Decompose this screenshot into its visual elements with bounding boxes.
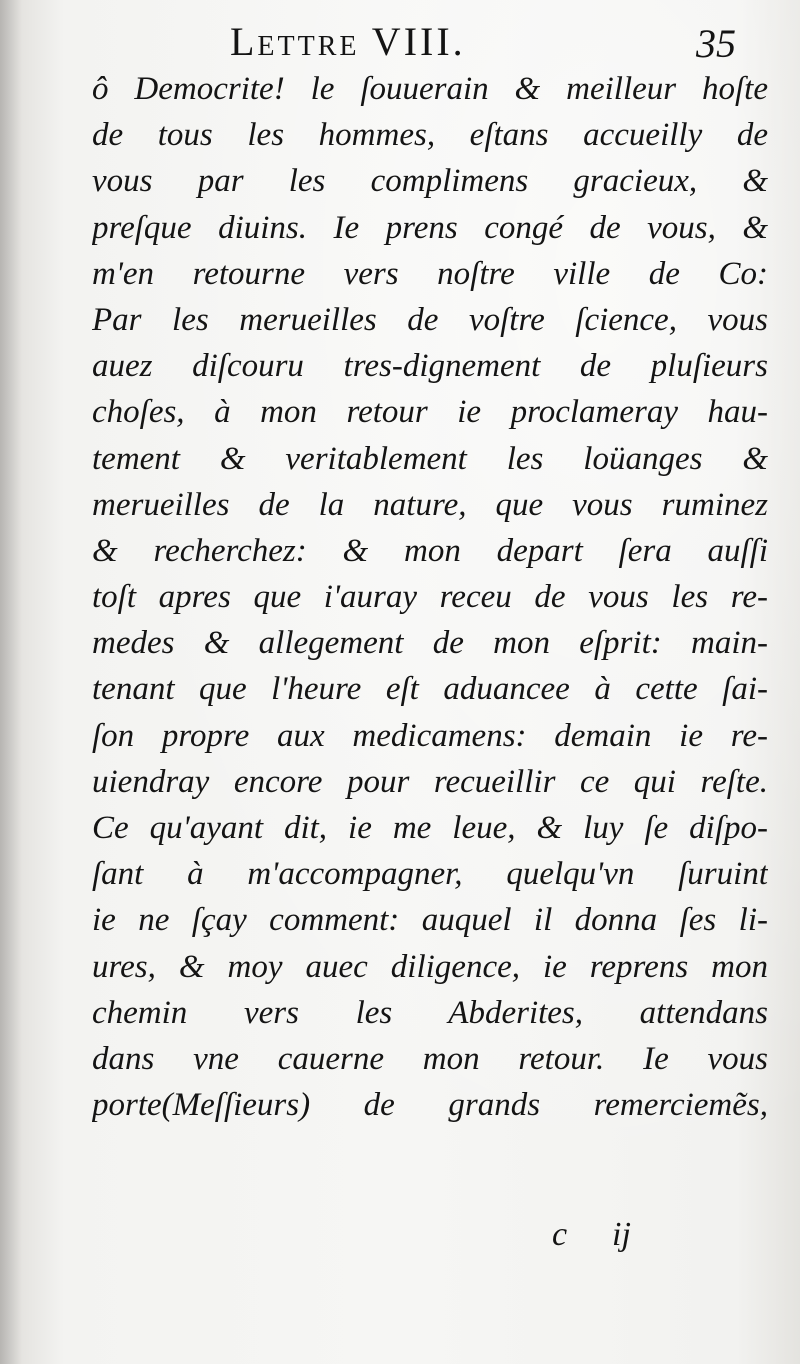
signature-letter: c: [552, 1216, 568, 1253]
text-line: ſant à m'accompagner, quelqu'vn ſuruint: [92, 856, 768, 893]
text-line: preſque diuins. Ie prens congé de vous, &: [92, 209, 768, 246]
text-line: m'en retourne vers noſtre ville de Co:: [92, 255, 768, 292]
gutter-shadow: [0, 0, 22, 1364]
text-line: uiendray encore pour recueillir ce qui reſte.: [92, 763, 768, 800]
text-line: merueilles de la nature, que vous ruminez: [92, 486, 768, 523]
text-line: medes & allegement de mon eſprit: main-: [92, 625, 768, 662]
text-line: toſt apres que i'auray receu de vous les re-: [92, 579, 768, 616]
text-line: ures, & moy auec diligence, ie reprens mon: [92, 948, 768, 985]
text-line: ſon propre aux medicamens: demain ie re-: [92, 717, 768, 754]
text-line: de tous les hommes, eſtans accueilly de: [92, 117, 768, 154]
text-line: tement & veritablement les loüanges &: [92, 440, 768, 477]
signature-mark: [0, 1216, 800, 1266]
text-line: ie ne ſçay comment: auquel il donna ſes li-: [92, 902, 768, 939]
text-line: & recherchez: & mon depart ſera auſſi: [92, 532, 768, 569]
running-head: [0, 16, 800, 72]
text-line: tenant que l'heure eſt aduancee à cette ſai-: [92, 671, 768, 708]
page-number: 35: [696, 21, 736, 66]
running-head-title: Lettre VIII.: [230, 19, 466, 64]
text-line: porte(Meſſieurs) de grands remerciemẽs,: [92, 1087, 768, 1124]
text-line: ô Democrite! le ſouuerain & meilleur hoſte: [92, 71, 768, 107]
text-line: auez diſcouru tres-dignement de pluſieurs: [92, 348, 768, 385]
text-line: vous par les complimens gracieux, &: [92, 163, 768, 200]
text-line: Ce qu'ayant dit, ie me leue, & luy ſe diſpo-: [92, 810, 768, 846]
body-text: [92, 66, 768, 1128]
text-line: choſes, à mon retour ie proclameray hau-: [92, 394, 768, 431]
signature-numeral: ij: [612, 1216, 631, 1253]
text-line: chemin vers les Abderites, attendans: [92, 994, 768, 1031]
text-line: Par les merueilles de voſtre ſcience, vous: [92, 301, 768, 338]
text-line: dans vne cauerne mon retour. Ie vous: [92, 1040, 768, 1077]
